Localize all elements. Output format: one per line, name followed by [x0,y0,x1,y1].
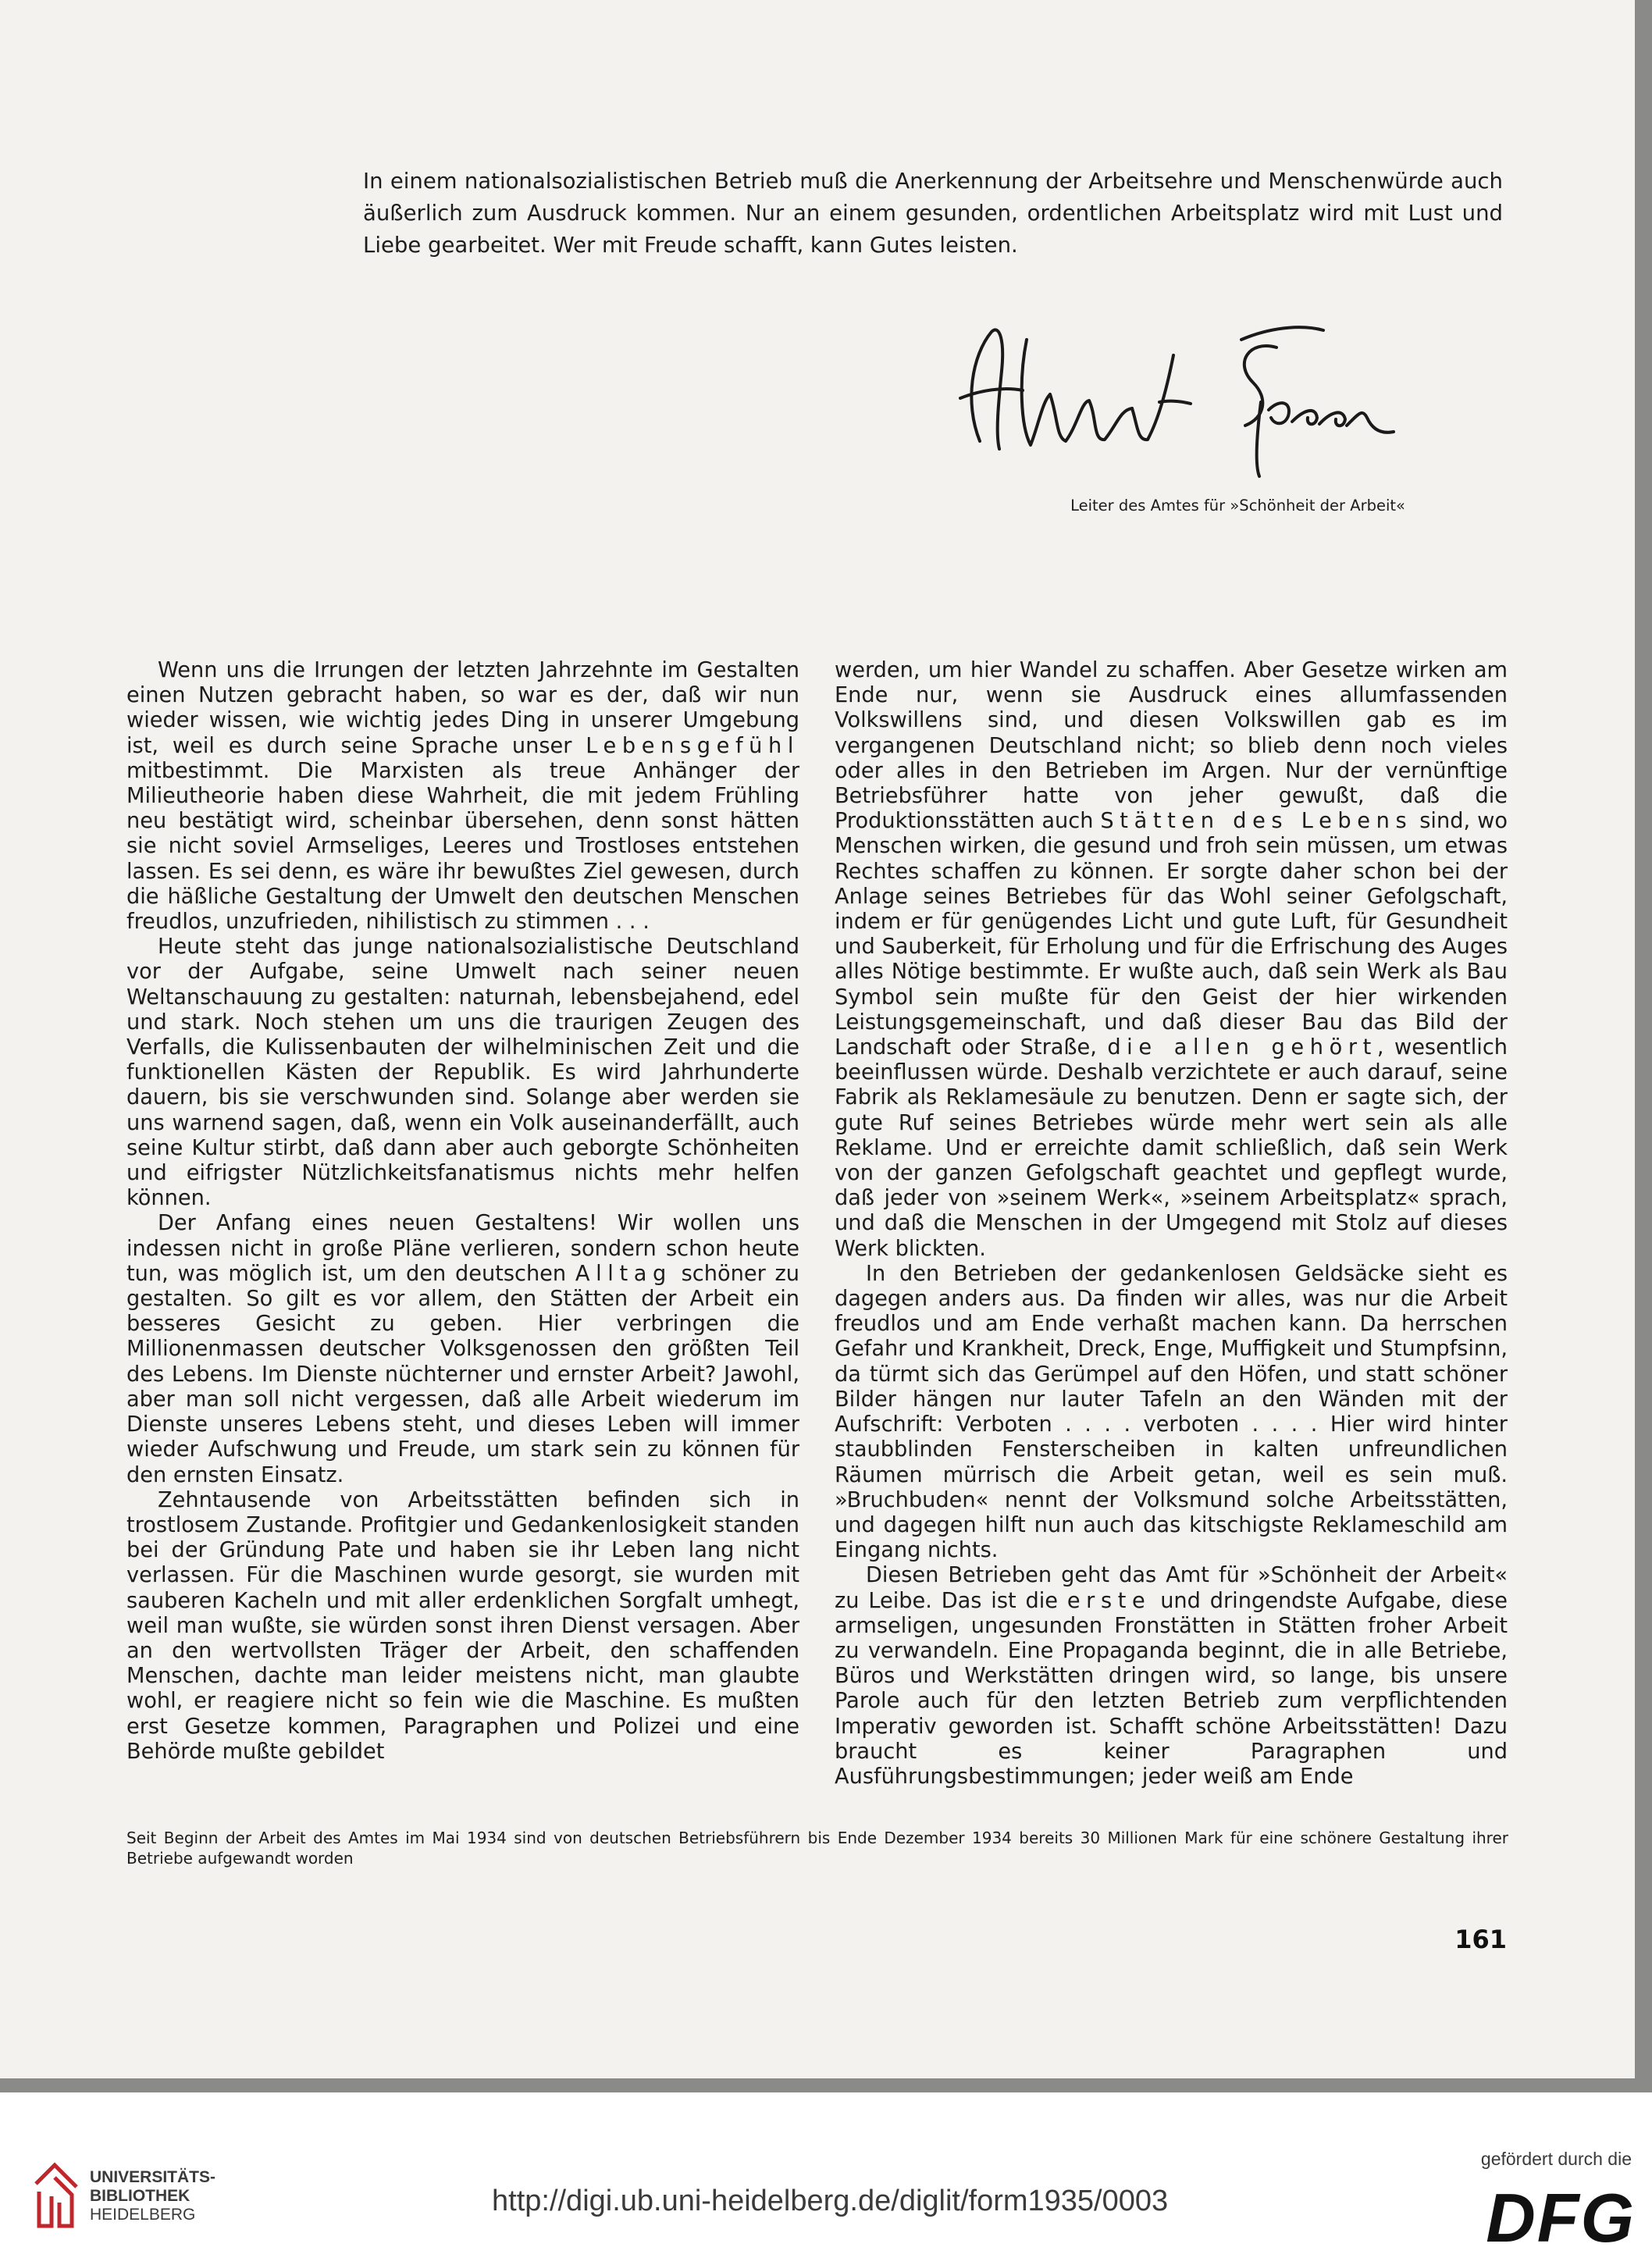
left-paragraph-1: Wenn uns die Irrungen der letzten Jahrzehnte im Gestalten einen Nutzen gebracht haben, so war es der, daß wir nun wieder wissen, wie wichtig jedes Ding in unserer Umgebung ist, weil es durch seine Sprache unser Lebensgefühl mitbestimmt. Die Marxisten als treue Anhänger der Milieutheorie haben diese Wahrheit, die mit jedem Frühling neu bestätigt wird, scheinbar übersehen, denn sonst hätten sie nicht soviel Armseliges, Leeres und Trostloses entstehen lassen. Es sei denn, es wäre ihr bewußtes Ziel gewesen, durch die häßliche Gestaltung der Umwelt den deutschen Menschen freudlos, unzufrieden, nihilistisch zu stimmen . . . [126,658,799,935]
right-paragraph-1: werden, um hier Wandel zu schaffen. Aber Gesetze wirken am Ende nur, wenn sie Ausdruck eines allumfassenden Volkswillens sind, und diesen Volkswillen gab es im vergangenen Deutschland nicht; so blieb denn noch vieles oder alles in den Betrieben im Argen. Nur der vernünftige Betriebsführer hatte von jeher gewußt, daß die Produktionsstätten auch Stätten des Lebens sind, wo Menschen wirken, die gesund und froh sein müssen, um etwas Rechtes schaffen zu können. Er sorgte daher schon bei der Anlage seines Betriebes für das Wohl seiner Gefolgschaft, indem er für genügendes Licht und gute Luft, für Gesundheit und Sauberkeit, für Erholung und für die Erfrischung des Auges alles Nötige bestimmte. Er wußte auch, daß sein Werk als Bau Symbol sein mußte für den Geist der hier wirkenden Leistungsgemeinschaft, und daß dieser Bau das Bild der Landschaft oder Straße, die allen gehört, wesentlich beeinflussen würde. Deshalb verzichtete er auch darauf, seine Fabrik als Reklamesäule zu benutzen. Denn er sagte sich, der gute Ruf seines Betriebes würde mehr wert sein als alle Reklame. Und er erreichte damit schließlich, daß sein Werk von der ganzen Gefolgschaft geachtet und gepflegt wurde, daß jeder von »seinem Werk«, »seinem Arbeitsplatz« sprach, und daß die Menschen in der Umgegend mit Stolz auf dieses Werk blickten. [835,658,1508,1261]
library-name-line3: HEIDELBERG [90,2206,196,2224]
signature-caption: Leiter des Amtes für »Schönheit der Arbeit« [1070,497,1405,515]
right-column [835,658,1508,1790]
dfg-logo: DFG [1486,2179,1636,2256]
left-paragraph-2: Heute steht das junge nationalsozialistische Deutschland vor der Aufgabe, seine Umwelt nach seiner neuen Weltanschauung zu gestalten: naturnah, lebensbejahend, edel und stark. Noch stehen um uns die traurigen Zeugen des Verfalls, die Kulissenbauten der wilhelminischen Zeit und die funktionellen Kästen der Republik. Es wird Jahrhunderte dauern, bis sie verschwunden sind. Solange aber werden sie uns warnend sagen, daß, wenn ein Volk auseinanderfällt, auch seine Kultur stirbt, daß dann aber auch geborgte Schönheiten und eifrigster Nützlichkeitsfanatismus nichts mehr helfen können. [126,935,799,1211]
funded-by-label: gefördert durch die [1480,2149,1632,2169]
library-name-line1: UNIVERSITÄTS- [90,2168,216,2186]
scan-edge-bottom [0,2078,1652,2092]
intro-paragraph: In einem nationalsozialistischen Betrieb muß die Anerkennung der Arbeitsehre und Menschenwürde auch äußerlich zum Ausdruck kommen. Nur an einem gesunden, ordentlichen Arbeitsplatz wird mit Lust und Liebe gearbeitet. Wer mit Freude schafft, kann Gutes leisten. [363,169,1503,258]
library-logo-icon [31,2160,81,2231]
library-name-line2: BIBLIOTHEK [90,2187,190,2205]
left-column [126,658,799,1765]
left-paragraph-4: Zehntausende von Arbeitsstätten befinden sich in trostlosem Zustande. Profitgier und Gedankenlosigkeit standen bei der Gründung Pate und haben sie ihr Leben lang nicht verlassen. Für die Maschinen wurde gesorgt, sie wurden mit sauberen Kacheln und mit aller erdenklichen Sorgfalt umhegt, weil man wußte, sie würden sonst ihren Dienst versagen. Aber an den wertvollsten Träger der Arbeit, den schaffenden Menschen, dachte man leider meistens nicht, man glaubte wohl, er reagiere nicht so fein wie die Maschine. Es mußten erst Gesetze kommen, Paragraphen und Polizei und eine Behörde mußte gebildet [126,1487,799,1764]
page-number: 161 [1454,1925,1507,1954]
signature [933,308,1401,480]
footnote: Seit Beginn der Arbeit des Amtes im Mai 1934 sind von deutschen Betriebsführern bis Ende Dezember 1934 bereits 30 Millionen Mark für eine schönere Gestaltung ihrer Betriebe aufgewandt worden [126,1829,1508,1868]
scan-edge-right [1635,0,1652,2092]
source-url-link[interactable]: http://digi.ub.uni-heidelberg.de/diglit/form1935/0003 [492,2185,1169,2217]
library-name [90,2168,215,2224]
right-paragraph-2: In den Betrieben der gedankenlosen Geldsäcke sieht es dagegen anders aus. Da finden wir alles, was nur die Arbeit freudlos und am Ende verhaßt machen kann. Da herrschen Gefahr und Krankheit, Dreck, Enge, Muffigkeit und Stumpfsinn, da türmt sich das Gerümpel auf den Höfen, und statt schöner Bilder hängen nur lauter Tafeln an den Wänden mit der Aufschrift: Verboten . . . . verboten . . . . Hier wird hinter staubblinden Fensterscheiben in kalten unfreundlichen Räumen mürrisch die Arbeit getan, weil es sein muß. »Bruchbuden« nennt der Volksmund solche Arbeitsstätten, und dagegen hilft nun auch das kitschigste Reklameschild am Eingang nichts. [835,1261,1508,1563]
right-paragraph-3: Diesen Betrieben geht das Amt für »Schönheit der Arbeit« zu Leibe. Das ist die erste und dringendste Aufgabe, diese armseligen, ungesunden Fronstätten in Stätten froher Arbeit zu verwandeln. Eine Propaganda beginnt, die in alle Betriebe, Büros und Werkstätten dringen wird, so lange, bis unsere Parole auch für den letzten Betrieb zum verpflichtenden Imperativ geworden ist. Schafft schöne Arbeitsstätten! Dazu braucht es keiner Paragraphen und Ausführungsbestimmungen; jeder weiß am Ende [835,1563,1508,1789]
left-paragraph-3: Der Anfang eines neuen Gestaltens! Wir wollen uns indessen nicht in große Pläne verlieren, sondern schon heute tun, was möglich ist, um den deutschen Alltag schöner zu gestalten. So gilt es vor allem, den Stätten der Arbeit ein besseres Gesicht zu geben. Hier verbringen die Millionenmassen deutscher Volksgenossen den größten Teil des Lebens. Im Dienste nüchterner und ernster Arbeit? Jawohl, aber man soll nicht vergessen, daß alle Arbeit wiederum im Dienste unseres Lebens steht, und dieses Leben will immer wieder Aufschwung und Freude, um stark sein zu können für den ernsten Einsatz. [126,1211,799,1487]
